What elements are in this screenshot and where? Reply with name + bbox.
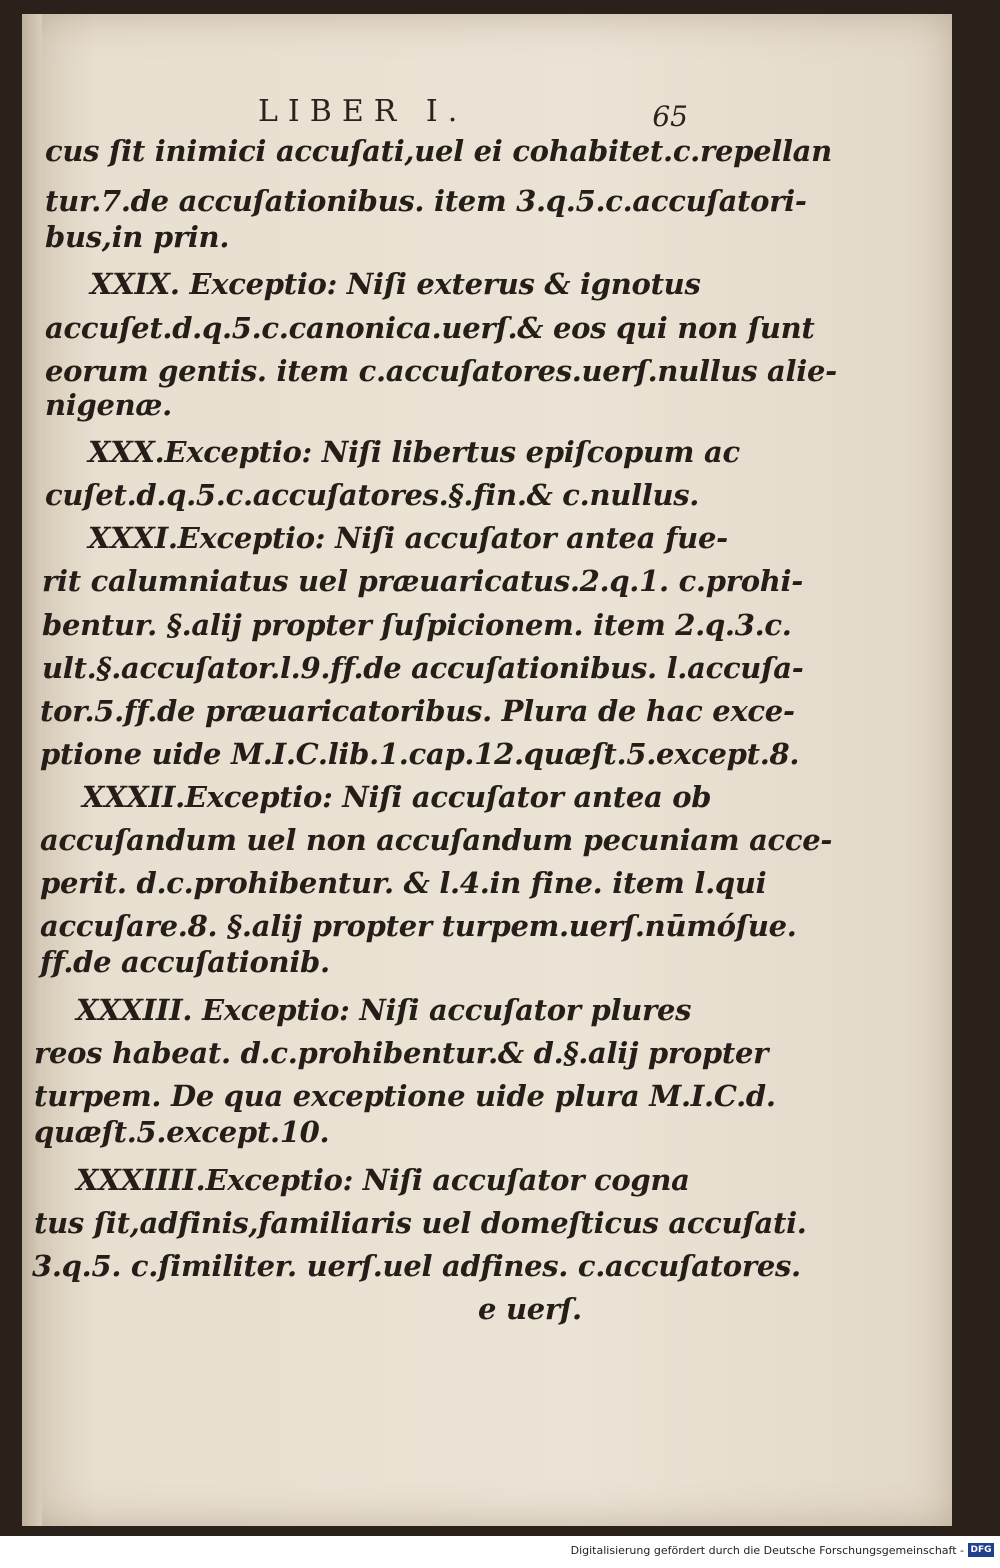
funding-credit: Digitalisierung gefördert durch die Deutsche Forschungsgemeinschaft - (570, 1544, 964, 1557)
text-line: ff.de accuſationib. (40, 945, 330, 979)
text-line: accuſare.8. §.alij propter turpem.uerſ.nūmóſue. (40, 909, 797, 943)
text-line: cuſet.d.q.5.c.accuſatores.§.fin.& c.nullus. (45, 478, 700, 512)
text-line: bus,in prin. (45, 220, 230, 254)
text-line: ult.§.accuſator.l.9.ff.de accuſationibus. l.accuſa- (42, 651, 804, 685)
text-line: rit calumniatus uel præuaricatus.2.q.1. c.prohi- (42, 564, 803, 598)
text-line: quæſt.5.except.10. (34, 1115, 330, 1149)
text-line: bentur. §.alij propter ſuſpicionem. item 2.q.3.c. (42, 608, 792, 642)
text-line: accuſandum uel non accuſandum pecuniam acce- (40, 823, 833, 857)
text-line: accuſet.d.q.5.c.canonica.uerſ.& eos qui non ſunt (45, 311, 815, 345)
text-line: reos habeat. d.c.prohibentur.& d.§.alij propter (34, 1036, 769, 1070)
text-line: ptione uide M.I.C.lib.1.cap.12.quæſt.5.except.8. (40, 737, 800, 771)
text-line: eorum gentis. item c.accuſatores.uerſ.nullus alie- (45, 354, 837, 388)
dfg-logo-icon: DFG (968, 1543, 994, 1557)
text-line: cus ſit inimici accuſati,uel ei cohabitet.c.repellan (45, 134, 832, 168)
text-line: XXXIII. Exceptio: Niſi accuſator plures (76, 993, 692, 1027)
text-line: XXXII.Exceptio: Niſi accuſator antea ob (82, 780, 712, 814)
text-line: tus ſit,adfinis,familiaris uel domeſticus accuſati. (34, 1206, 807, 1240)
text-line: turpem. De qua exceptione uide plura M.I.C.d. (34, 1079, 776, 1113)
running-title: LIBER I. (258, 94, 468, 129)
text-line: XXIX. Exceptio: Niſi exterus & ignotus (90, 267, 701, 301)
text-line: XXX.Exceptio: Niſi libertus epiſcopum ac (88, 435, 740, 469)
page-number: 65 (652, 100, 688, 133)
text-line: XXXI.Exceptio: Niſi accuſator antea fue- (88, 521, 728, 555)
text-line: nigenæ. (45, 388, 172, 422)
text-line: perit. d.c.prohibentur. & l.4.in fine. item l.qui (40, 866, 767, 900)
text-line: XXXIIII.Exceptio: Niſi accuſator cogna (76, 1163, 690, 1197)
text-line: 3.q.5. c.ſimiliter. uerſ.uel adfines. c.accuſatores. (32, 1249, 801, 1283)
footer-bar (0, 1536, 1000, 1568)
text-line: tor.5.ff.de præuaricatoribus. Plura de hac exce- (40, 694, 795, 728)
text-line: tur.7.de accuſationibus. item 3.q.5.c.accuſatori- (45, 184, 807, 218)
page-header (258, 94, 688, 134)
catchword: e uerſ. (478, 1292, 582, 1326)
page-gutter (22, 14, 42, 1526)
